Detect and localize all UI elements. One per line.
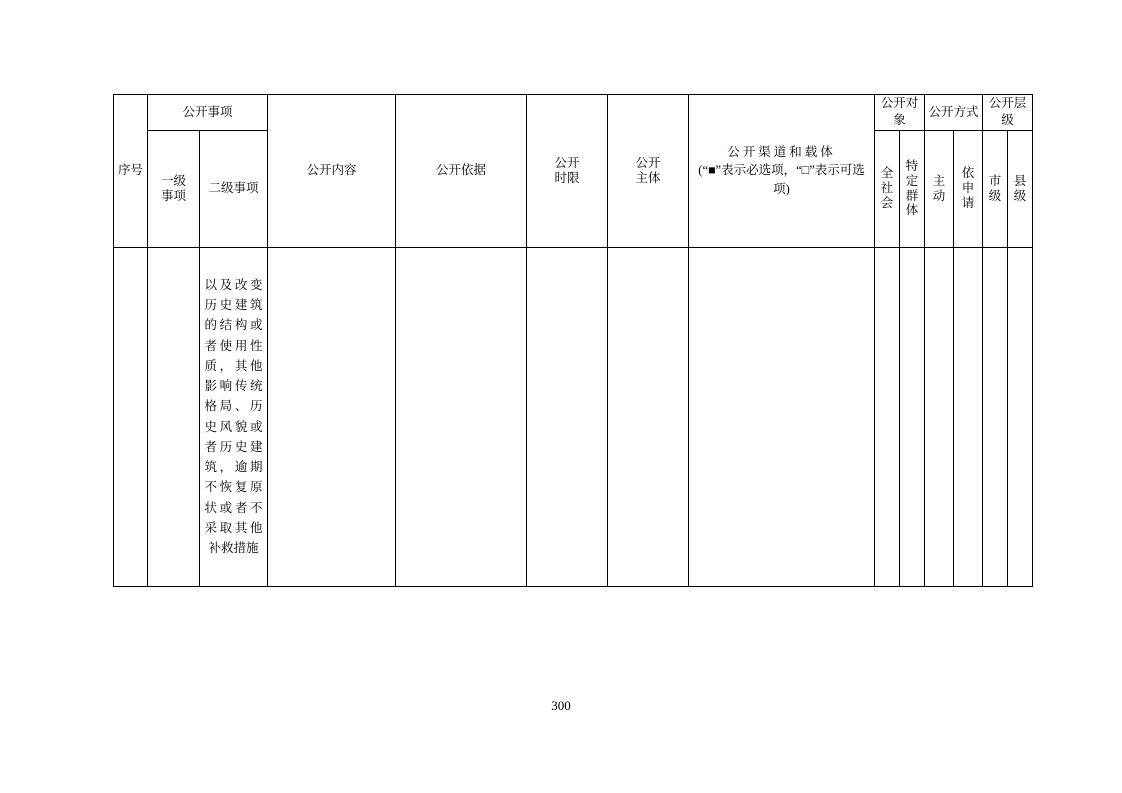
header-channel-line2: (“■”表示必选项，“□”表示可选项) [698, 163, 865, 197]
cell-level-county [1008, 247, 1033, 586]
header-seq: 序号 [114, 95, 148, 248]
cell-level-city [983, 247, 1008, 586]
header-basis: 公开依据 [396, 95, 527, 248]
disclosure-table [113, 94, 1033, 587]
header-target-all: 全社会 [875, 130, 900, 247]
cell-target-specific [900, 247, 925, 586]
cell-basis [396, 247, 527, 586]
header-target-specific: 特定群体 [900, 130, 925, 247]
header-level1: 一级事项 [148, 130, 200, 247]
header-level-county: 县级 [1008, 130, 1033, 247]
header-matters-group: 公开事项 [148, 95, 268, 131]
header-channel-line1: 公开渠道和载体 [727, 144, 836, 159]
cell-deadline [527, 247, 608, 586]
cell-method-request [954, 247, 983, 586]
header-channel [689, 95, 875, 248]
cell-seq [114, 247, 148, 586]
header-subject: 公开主体 [608, 95, 689, 248]
cell-level1 [148, 247, 200, 586]
header-level-city: 市级 [983, 130, 1008, 247]
cell-method-active [925, 247, 954, 586]
table-row [114, 247, 1033, 586]
header-method-request: 依申请 [954, 130, 983, 247]
header-method-active: 主动 [925, 130, 954, 247]
header-target-group: 公开对象 [875, 95, 925, 131]
cell-channel [689, 247, 875, 586]
page-number: 300 [551, 698, 571, 713]
cell-level2: 以及改变历史建筑的结构或者使用性质，其他影响传统格局、历史风貌或者历史建筑，逾期不恢复原状或者不采取其他补救措施 [200, 247, 268, 586]
table-header-row-1 [114, 95, 1033, 131]
header-method-group: 公开方式 [925, 95, 983, 131]
cell-subject [608, 247, 689, 586]
cell-content [268, 247, 396, 586]
header-level-group: 公开层级 [983, 95, 1033, 131]
header-level2: 二级事项 [200, 130, 268, 247]
cell-target-all [875, 247, 900, 586]
header-content: 公开内容 [268, 95, 396, 248]
header-deadline: 公开时限 [527, 95, 608, 248]
